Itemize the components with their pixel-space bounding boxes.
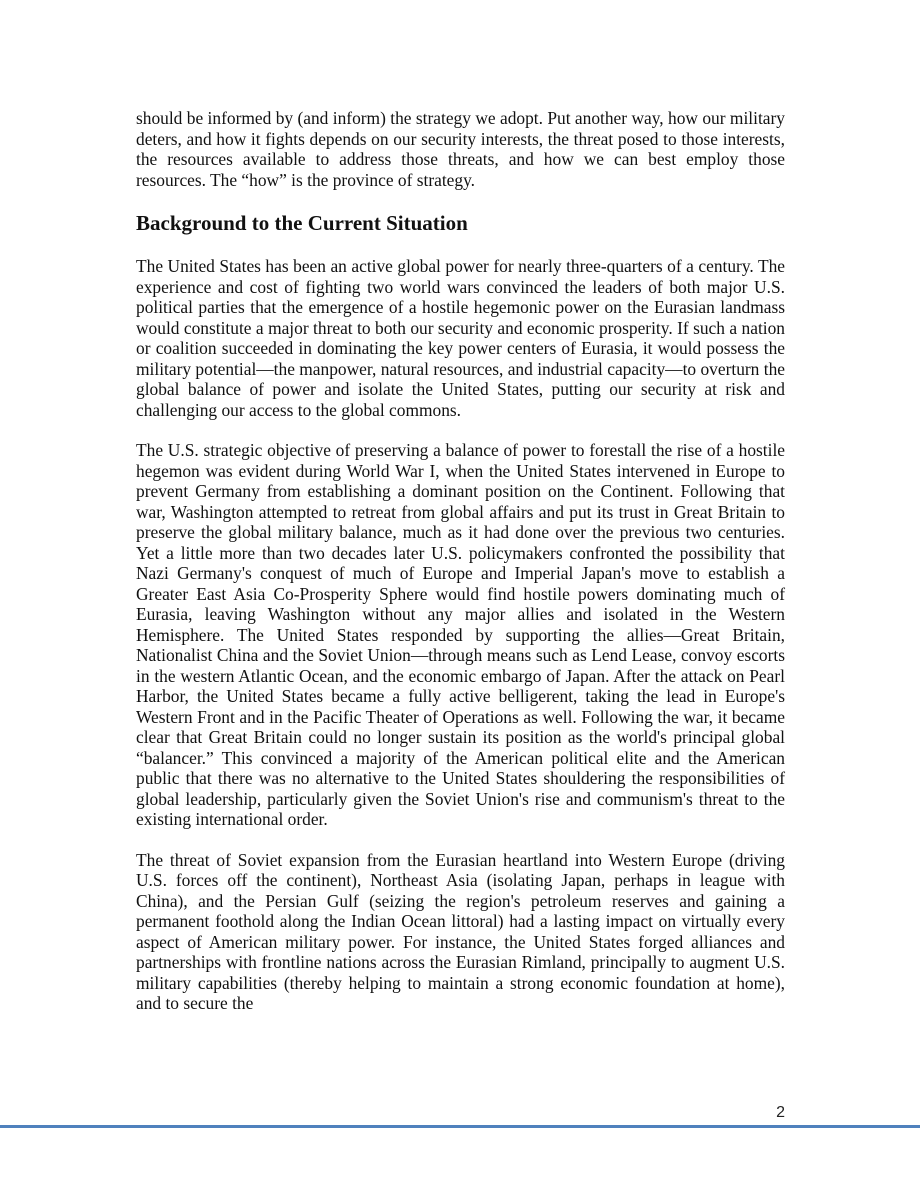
section-heading: Background to the Current Situation xyxy=(136,211,468,235)
background-paragraph-1: The United States has been an active global power for nearly three-quarters of a century. The experience and cost of fighting two world wars convinced the leaders of both major U.S. political parties that the emergence of a hostile hegemonic power on the Eurasian landmass would constitute a major threat to both our security and economic prosperity. If such a nation or coalition succeeded in dominating the key power centers of Eurasia, it would possess the military potential—the manpower, natural resources, and industrial capacity—to overturn the global balance of power and isolate the United States, putting our security at risk and challenging our access to the global commons. xyxy=(136,256,785,420)
background-paragraph-3: The threat of Soviet expansion from the Eurasian heartland into Western Europe (driving U.S. forces off the continent), Northeast Asia (isolating Japan, perhaps in league with China), and the Persian Gulf (seizing the region's petroleum reserves and gaining a permanent foothold along the Indian Ocean littoral) had a lasting impact on virtually every aspect of American military power. For instance, the United States forged alliances and partnerships with frontline nations across the Eurasian Rimland, principally to augment U.S. military capabilities (thereby helping to maintain a strong economic foundation at home), and to secure the xyxy=(136,849,785,1013)
page-number: 2 xyxy=(776,1104,785,1121)
footer-rule xyxy=(0,1125,920,1128)
intro-continued-paragraph: should be informed by (and inform) the strategy we adopt. Put another way, how our military deters, and how it fights depends on our security interests, the threat posed to those interests, the resources available to address those threats, and how we can best employ those resources. The “how” is the province of strategy. xyxy=(136,108,785,190)
page-body xyxy=(136,108,785,1014)
background-paragraph-2: The U.S. strategic objective of preserving a balance of power to forestall the rise of a hostile hegemon was evident during World War I, when the United States intervened in Europe to prevent Germany from establishing a dominant position on the Continent. Following that war, Washington attempted to retreat from global affairs and put its trust in Great Britain to preserve the global military balance, much as it had done over the previous two centuries. Yet a little more than two decades later U.S. policymakers confronted the possibility that Nazi Germany's conquest of much of Europe and Imperial Japan's move to establish a Greater East Asia Co-Prosperity Sphere would find hostile powers dominating much of Eurasia, leaving Washington without any major allies and isolated in the Western Hemisphere. The United States responded by supporting the allies—Great Britain, Nationalist China and the Soviet Union—through means such as Lend Lease, convoy escorts in the western Atlantic Ocean, and the economic embargo of Japan. After the attack on Pearl Harbor, the United States became a fully active belligerent, taking the lead in Europe's Western Front and in the Pacific Theater of Operations as well. Following the war, it became clear that Great Britain could no longer sustain its position as the world's principal global “balancer.” This convinced a majority of the American political elite and the American public that there was no alternative to the United States shouldering the responsibilities of global leadership, particularly given the Soviet Union's rise and communism's threat to the existing international order. xyxy=(136,440,785,829)
